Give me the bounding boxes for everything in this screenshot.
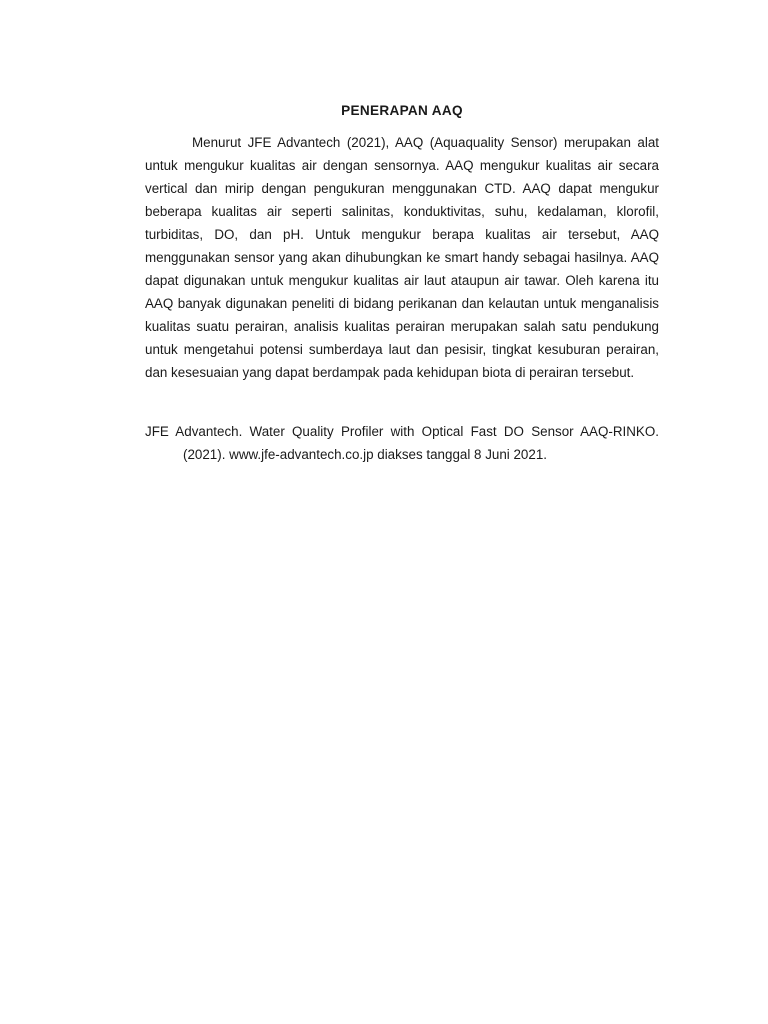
body-paragraph: Menurut JFE Advantech (2021), AAQ (Aquaquality Sensor) merupakan alat untuk mengukur kualitas air dengan sensornya. AAQ mengukur kualitas air secara vertical dan mirip dengan pengukuran menggunakan CTD. AAQ dapat mengukur beberapa kualitas air seperti salinitas, konduktivitas, suhu, kedalaman, klorofil, turbiditas, DO, dan pH. Untuk mengukur berapa kualitas air tersebut, AAQ menggunakan sensor yang akan dihubungkan ke smart handy sebagai hasilnya. AAQ dapat digunakan untuk mengukur kualitas air laut ataupun air tawar. Oleh karena itu AAQ banyak digunakan peneliti di bidang perikanan dan kelautan untuk menganalisis kualitas suatu perairan, analisis kualitas perairan merupakan salah satu pendukung untuk mengetahui potensi sumberdaya laut dan pesisir, tingkat kesuburan perairan, dan kesesuaian yang dapat berdampak pada kehidupan biota di perairan tersebut.: [145, 135, 659, 380]
reference-entry: JFE Advantech. Water Quality Profiler with Optical Fast DO Sensor AAQ-RINKO. (2021). www.jfe-advantech.co.jp diakses tanggal 8 Juni 2021.: [145, 424, 659, 462]
document-title: PENERAPAN AAQ: [341, 103, 463, 118]
